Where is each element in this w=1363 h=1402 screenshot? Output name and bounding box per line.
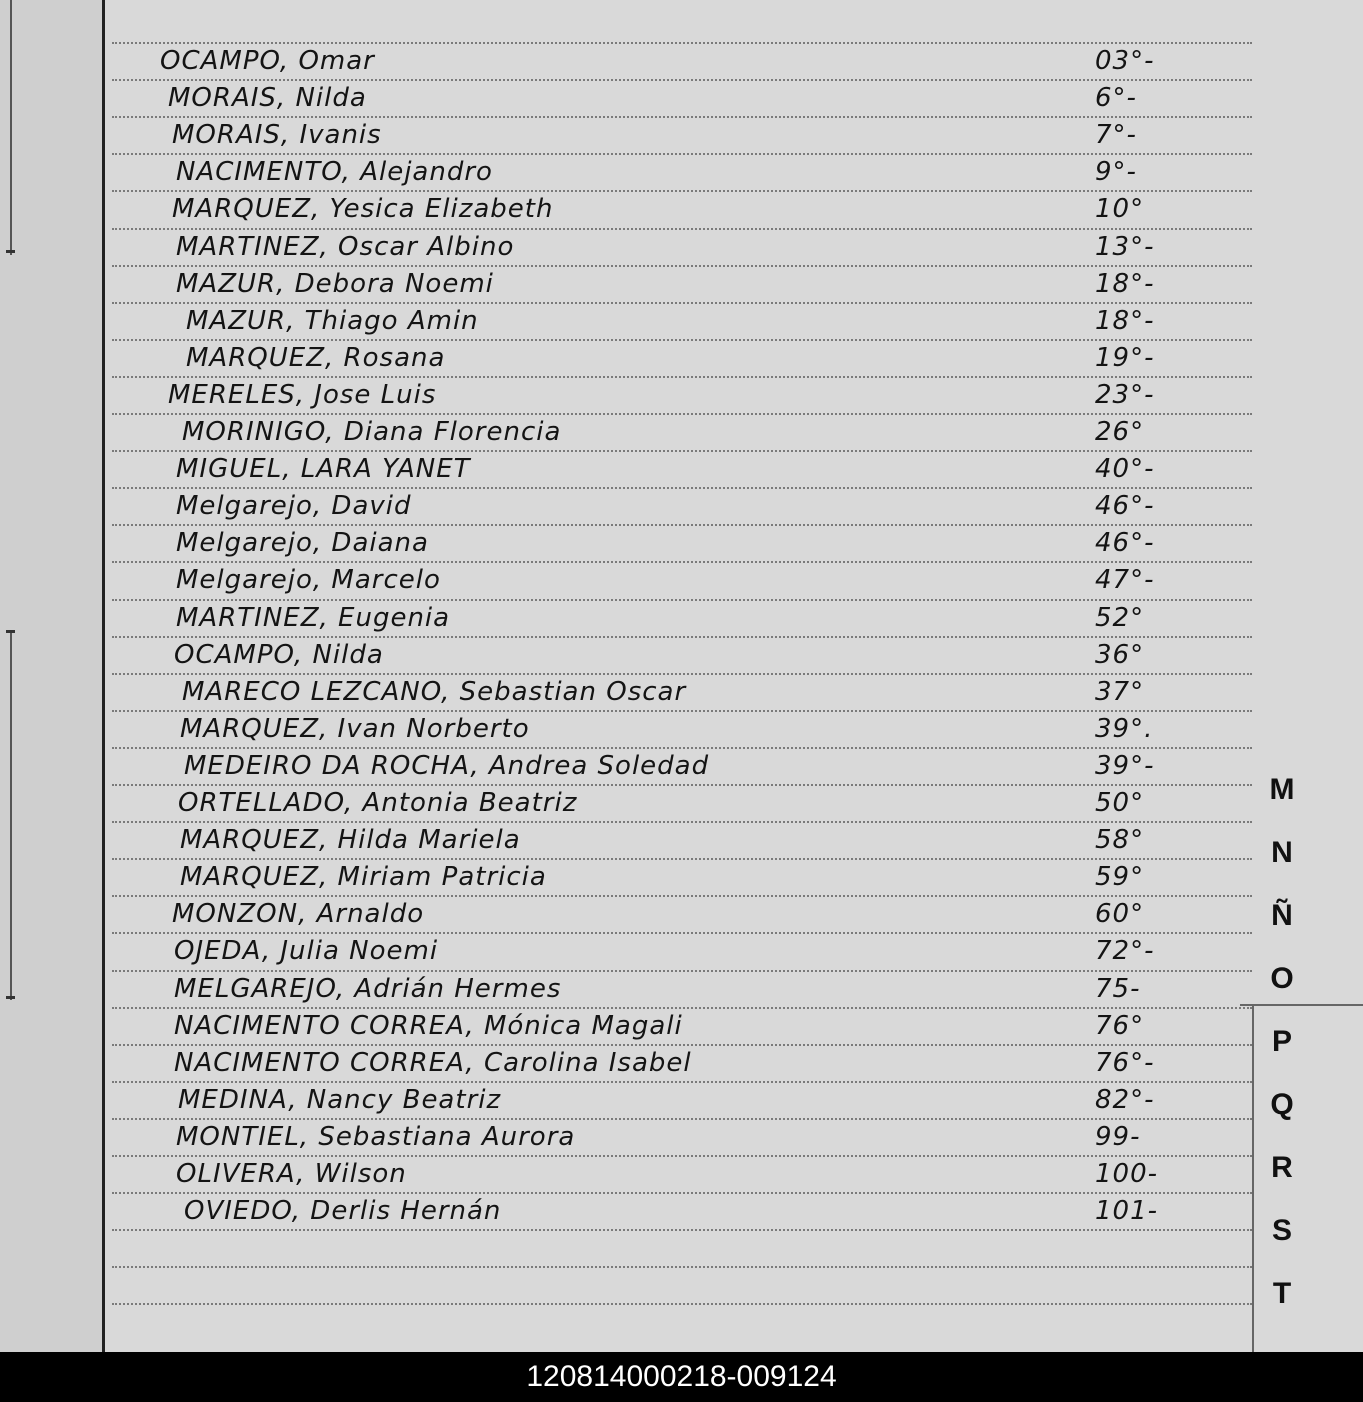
entry-name: MARTINEZ, Eugenia: [176, 602, 451, 633]
entry-name: MELGAREJO, Adrián Hermes: [174, 973, 562, 1004]
entry-name: MERELES, Jose Luis: [168, 379, 437, 410]
entry-number: 7°-: [1095, 120, 1137, 151]
entry-number: 39°.: [1095, 713, 1154, 744]
entry-name: MARQUEZ, Miriam Patricia: [180, 862, 547, 893]
entry-number: 10°: [1095, 194, 1145, 225]
entry-number: 60°: [1095, 899, 1145, 930]
entry-name: OCAMPO, Omar: [160, 46, 375, 76]
index-tab-letter: P: [1271, 1025, 1292, 1058]
index-tab-letter: Ñ: [1271, 899, 1293, 932]
binding-thread-top: [10, 0, 12, 255]
entry-name: Melgarejo, Daiana: [176, 528, 429, 559]
entry-number: 6°-: [1095, 83, 1137, 114]
entry-name: OJEDA, Julia Noemi: [174, 936, 439, 967]
entry-number: 19°-: [1095, 342, 1155, 373]
index-tab-letter: T: [1272, 1277, 1292, 1310]
document-id: 120814000218-009124: [526, 1360, 837, 1393]
entry-name: Melgarejo, Marcelo: [176, 565, 441, 596]
entry-name: MONTIEL, Sebastiana Aurora: [176, 1121, 576, 1152]
entry-number: 59°: [1095, 862, 1145, 893]
entry-number: 03°-: [1095, 46, 1155, 76]
entry-number: 50°: [1095, 788, 1145, 818]
index-tab-letter: Q: [1270, 1088, 1294, 1121]
entry-number: 18°-: [1095, 268, 1155, 299]
entry-name: MARQUEZ, Ivan Norberto: [180, 713, 530, 744]
entry-name: MAZUR, Thiago Amin: [186, 305, 479, 336]
entry-number: 47°-: [1095, 565, 1155, 596]
entry-name: OVIEDO, Derlis Hernán: [184, 1196, 502, 1227]
entry-number: 52°: [1095, 602, 1145, 633]
entry-name: MORAIS, Nilda: [168, 83, 367, 114]
entry-name: ORTELLADO, Antonia Beatriz: [178, 788, 578, 818]
entry-name: Melgarejo, David: [176, 491, 412, 522]
entry-number: 9°-: [1095, 157, 1137, 188]
entry-number: 26°: [1095, 417, 1145, 447]
binding-stitch: [6, 630, 15, 633]
entry-number: 100-: [1095, 1159, 1159, 1189]
entry-number: 13°-: [1095, 231, 1155, 262]
entry-number: 58°: [1095, 825, 1145, 856]
ruled-line: [112, 1303, 1252, 1305]
entry-number: 76°-: [1095, 1047, 1155, 1078]
entry-name: NACIMENTO, Alejandro: [176, 157, 493, 188]
entry-name: MARQUEZ, Hilda Mariela: [180, 825, 521, 856]
entry-number: 82°-: [1095, 1084, 1155, 1115]
binding-stitch: [6, 996, 15, 999]
entry-number: 46°-: [1095, 528, 1155, 559]
entry-number: 75-: [1095, 973, 1141, 1004]
entry-number: 40°-: [1095, 454, 1155, 485]
tab-divider: [1240, 1004, 1363, 1006]
binding-stitch: [6, 250, 15, 253]
binding-thread-bottom: [10, 630, 12, 1000]
index-tab-letter: M: [1269, 773, 1295, 806]
entry-number: 72°-: [1095, 936, 1155, 967]
binding-margin: [0, 0, 105, 1352]
entry-name: MAZUR, Debora Noemi: [176, 268, 494, 299]
ruled-line: [112, 1229, 1252, 1231]
entry-name: MARTINEZ, Oscar Albino: [176, 231, 515, 262]
entry-name: MEDEIRO DA ROCHA, Andrea Soledad: [184, 750, 710, 781]
entry-number: 23°-: [1095, 379, 1155, 410]
entry-name: NACIMENTO CORREA, Mónica Magali: [174, 1010, 683, 1041]
entry-name: MARQUEZ, Rosana: [186, 342, 446, 373]
entry-name: MONZON, Arnaldo: [172, 899, 425, 930]
entry-name: MEDINA, Nancy Beatriz: [178, 1084, 502, 1115]
entry-number: 46°-: [1095, 491, 1155, 522]
entry-name: MORAIS, Ivanis: [172, 120, 382, 151]
entry-number: 18°-: [1095, 305, 1155, 336]
entry-name: OCAMPO, Nilda: [174, 639, 384, 670]
entry-number: 39°-: [1095, 750, 1155, 781]
entry-name: MIGUEL, LARA YANET: [176, 454, 471, 485]
entry-number: 37°: [1095, 676, 1145, 707]
tab-divider: [1252, 1004, 1254, 1352]
ruled-line: [112, 1266, 1252, 1268]
entry-name: NACIMENTO CORREA, Carolina Isabel: [174, 1047, 692, 1078]
index-tab-letter: S: [1271, 1214, 1292, 1247]
entry-number: 99-: [1095, 1121, 1141, 1152]
index-tab-letter: O: [1270, 962, 1294, 995]
index-tab-letter: R: [1271, 1151, 1293, 1184]
entry-number: 36°: [1095, 639, 1145, 670]
index-tab-letter: N: [1271, 836, 1293, 869]
entry-name: MORINIGO, Diana Florencia: [182, 417, 562, 447]
entry-number: 101-: [1095, 1196, 1159, 1227]
entry-number: 76°: [1095, 1010, 1145, 1041]
entry-name: MARECO LEZCANO, Sebastian Oscar: [182, 676, 687, 707]
entry-name: OLIVERA, Wilson: [176, 1159, 407, 1189]
entry-name: MARQUEZ, Yesica Elizabeth: [172, 194, 554, 225]
